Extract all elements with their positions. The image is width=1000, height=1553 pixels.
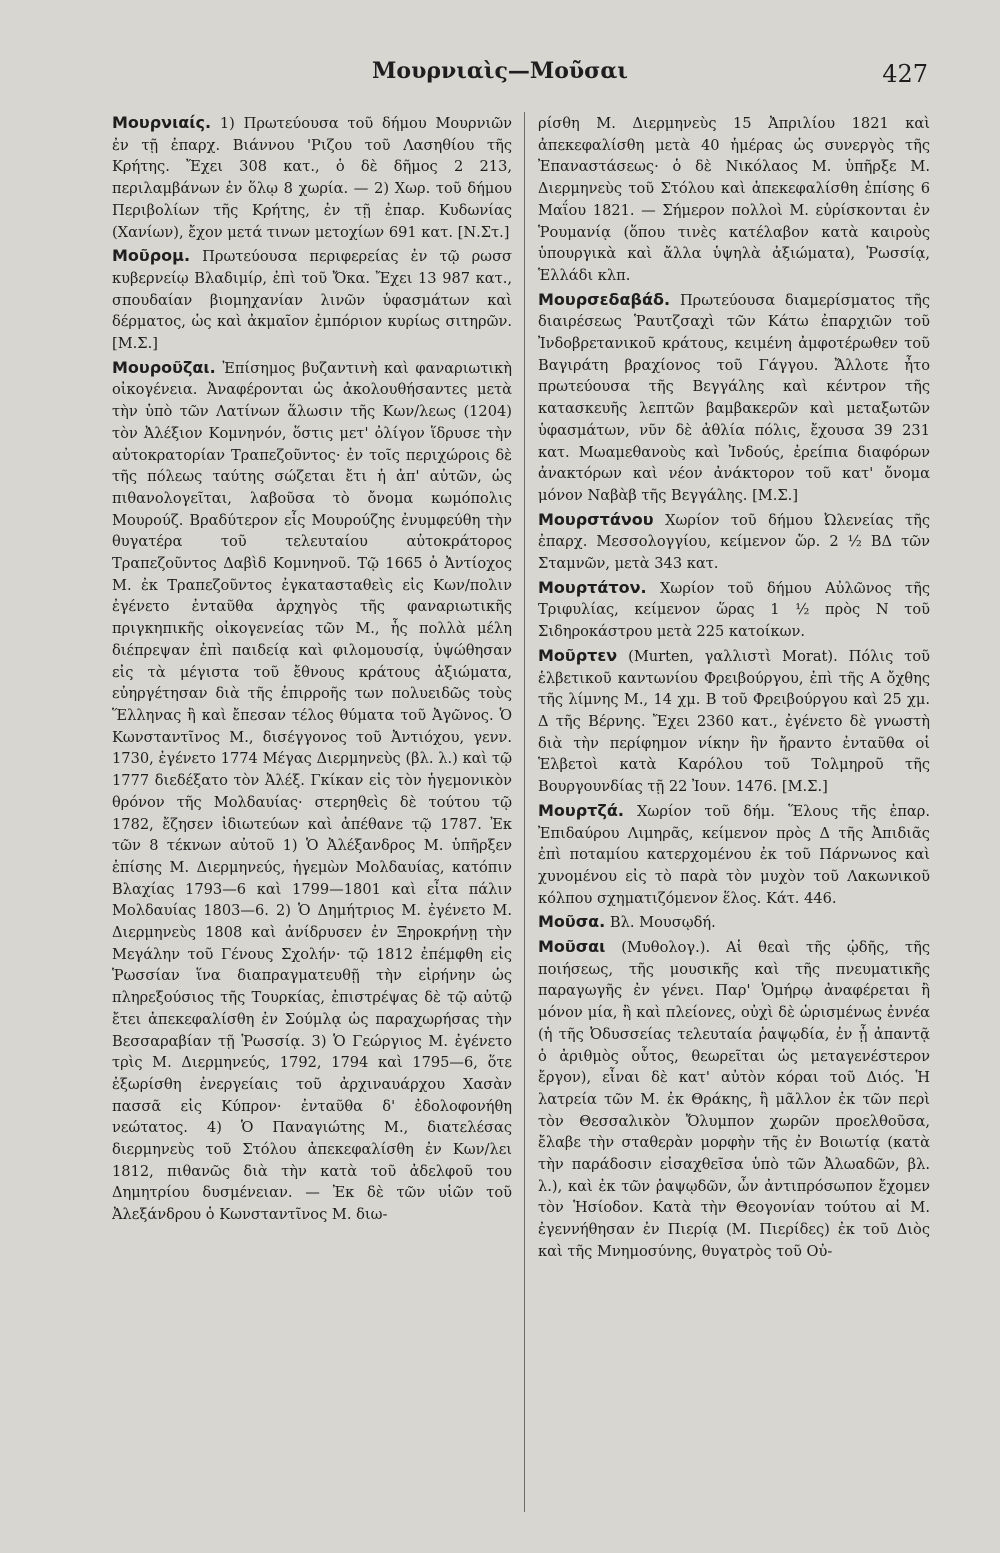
left-column (112, 112, 512, 1532)
page-number: 427 (882, 60, 928, 88)
entry (538, 289, 930, 507)
entry-headword: Μοῦσαι (538, 937, 606, 957)
column-divider (524, 112, 525, 1512)
entry-headword: Μουρτζά. (538, 800, 624, 820)
entry-headword: Μουρνιαίς. (112, 113, 212, 132)
entry-text: Ἐπίσημος βυζαντινὴ καὶ φαναριωτικὴ οἰκογένεια. Ἀναφέρονται ὡς ἀκολουθήσαντες μετὰ τὴν ὑπὸ τῶν Λατίνων ἅλωσιν τῆς Κων/λεως (1204) τὸν Ἀλέξιον Κομνηνόν, ὅστις μετ' ὀλίγον ἵδρυσε τὴν αὐτοκρατορίαν Τραπεζοῦντος· ἐν τοῖς περιχώροις δὲ τῆς πόλεως ταύτης σώζεται ἔτι ἡ ἀπ' αὐτῶν, ὡς πιθανολογεῖται, λαβοῦσα τὸ ὄνομα κωμόπολις Μουρούζ. Βραδύτερον εἷς Μουρούζης ἐνυμφεύθη τὴν θυγατέρα τοῦ τελευταίου αὐτοκράτορος Τραπεζοῦντος Δαβὶδ Κομνηνοῦ. Τῷ 1665 ὁ Ἀντίοχος Μ. ἐκ Τραπεζοῦντος ἐγκατασταθεὶς εἰς Κων/πολιν ἐγένετο ἐνταῦθα ἀρχηγὸς τῆς φαναριωτικῆς πριγκηπικῆς οἰκογενείας τῶν Μ., ἧς πολλὰ μέλη διέπρεψαν ἐπὶ παιδείᾳ καὶ φιλομουσίᾳ, ὑψώθησαν εἰς τὰ μέγιστα τοῦ ἔθνους κράτους ἀξιώματα, εὐηργέτησαν διὰ τῆς ἐπιρροῆς των πολυειδῶς τοὺς Ἕλληνας ἢ καὶ ἔπεσαν τέλος θύματα τοῦ Ἀγῶνος. Ὁ Κωνσταντῖνος Μ., δισέγγονος τοῦ Ἀντιόχου, γενν. 1730, ἐγένετο 1774 Μέγας Διερμηνεὺς (βλ. λ.) καὶ τῷ 1777 διεδέξατο τὸν Ἀλέξ. Γκίκαν εἰς τὸν ἡγεμονικὸν θρόνον τῆς Μολδαυίας· στερηθεὶς δὲ τούτου τῷ 1782, ἔζησεν ἰδιωτεύων καὶ ἀπέθανε τῷ 1787. Ἐκ τῶν 8 τέκνων αὐτοῦ 1) Ὁ Ἀλέξανδρος Μ. ὑπῆρξεν ἐπίσης Μ. Διερμηνεύς, ἡγεμὼν Μολδαυίας, κατόπιν Βλαχίας 1793—6 καὶ 1799—1801 καὶ εἶτα πάλιν Μολδαυίας 1803—6. 2) Ὁ Δημήτριος Μ. ἐγένετο Μ. Διερμηνεὺς 1808 καὶ ἀνίδρυσεν ἐν Ξηροκρήνῃ τὴν Μεγάλην τοῦ Γένους Σχολήν· τῷ 1812 ἐπέμφθη εἰς Ῥωσσίαν ἵνα διαπραγματευθῇ τὴν εἰρήνην ὡς πληρεξούσιος τῆς Τουρκίας, ἐπιστρέψας δὲ τῷ αὐτῷ ἔτει ἀπεκεφαλίσθη ἐν Σούμλᾳ ὡς παραχωρήσας τὴν Βεσσαραβίαν τῇ Ῥωσσίᾳ. 3) Ὁ Γεώργιος Μ. ἐγένετο τρὶς Μ. Διερμηνεύς, 1792, 1794 καὶ 1795—6, ὅτε ἐξωρίσθη ἐνεργείαις τοῦ ἀρχιναυάρχου Χασὰν πασσᾶ εἰς Κύπρον· ἐνταῦθα δ' ἐδολοφονήθη νεώτατος. 4) Ὁ Παναγιώτης Μ., διατελέσας διερμηνεὺς τοῦ Στόλου ἀπεκεφαλίσθη ἐν Κων/λει 1812, πιθανῶς διὰ τὴν κατὰ τοῦ ἀδελφοῦ του Δημητρίου δυσμένειαν. — Ἐκ δὲ τῶν υἱῶν τοῦ Ἀλεξάνδρου ὁ Κωνσταντῖνος Μ. διω- (112, 359, 512, 1224)
entry (538, 936, 930, 1263)
entry-headword: Μουρσεδαβάδ. (538, 289, 671, 309)
entry-text: Βλ. Μουσῳδή. (605, 914, 716, 932)
entry-text: (Murten, γαλλιστὶ Morat). Πόλις τοῦ ἑλβετικοῦ καντωνίου Φρειβούργου, ἐπὶ τῆς Α ὄχθης τῆς λίμνης Μ., 14 χμ. Β τοῦ Φρειβούργου καὶ 25 χμ. Δ τῆς Βέρνης. Ἔχει 2360 κατ., ἐγένετο δὲ γνωστὴ διὰ τὴν περίφημον νίκην ἣν ἤραντο ἐνταῦθα οἱ Ἑλβετοὶ κατὰ Καρόλου τοῦ Τολμηροῦ τῆς Βουργουνδίας τῇ 22 Ἰουν. 1476. [Μ.Σ.] (538, 647, 930, 796)
entry-text: Πρωτεύουσα περιφερείας ἐν τῷ ρωσσ κυβερνείῳ Βλαδιμίρ, ἐπὶ τοῦ Ὄκα. Ἔχει 13 987 κατ., σπουδαίαν βιομηχανίαν λινῶν ὑφασμάτων καὶ δέρματος, ὡς καὶ ἀκμαῖον ἐμπόριον κυρίως σιτηρῶν. [Μ.Σ.] (112, 248, 512, 353)
entry-text: 1) Πρωτεύουσα τοῦ δήμου Μουρνιῶν ἐν τῇ ἐπαρχ. Βιάννου 'Ριζου τοῦ Λασηθίου τῆς Κρήτης. Ἔχει 308 κατ., ὁ δὲ δῆμος 2 213, περιλαμβάνων ἐν ὅλῳ 8 χωρία. — 2) Χωρ. τοῦ δήμου Περιβολίων τῆς Κρήτης, ἐν τῇ ἐπαρ. Κυδωνίας (Χανίων), ἔχον μετά τινων μετοχίων 691 κατ. [Ν.Στ.] (112, 115, 512, 241)
entry (538, 911, 930, 934)
entry-text: Χωρίον τοῦ δήμ. Ἕλους τῆς ἐπαρ. Ἐπιδαύρου Λιμηρᾶς, κείμενον πρὸς Δ τῆς Ἀπιδιᾶς ἐπὶ ποταμίου κατερχομένου ἐκ τοῦ Πάρνωνος καὶ χυνομένου εἰς τὸ παρὰ τὸν μυχὸν τοῦ Λακωνικοῦ κόλπου σχηματιζόμενον ἕλος. Κάτ. 446. (538, 802, 930, 907)
entry (538, 577, 930, 643)
entry (538, 112, 930, 287)
entry (538, 645, 930, 798)
entry (112, 245, 512, 355)
entry (538, 800, 930, 910)
entry (538, 509, 930, 575)
entry-text: Πρωτεύουσα διαμερίσματος τῆς διαιρέσεως Ῥαυτζσαχὶ τῶν Κάτω ἐπαρχιῶν τοῦ Ἰνδοβρετανικοῦ κράτους, κειμένη ἀμφοτέρωθεν τοῦ Βαγιράτη βραχίονος τοῦ Γάγγου. Ἄλλοτε ἦτο πρωτεύουσα τῆς Βεγγάλης καὶ κέντρον τῆς κατασκευῆς λεπτῶν βαμβακερῶν καὶ μεταξωτῶν ὑφασμάτων, νῦν δὲ ἀθλία πόλις, ἔχουσα 39 231 κατ. Μωαμεθανοὺς καὶ Ἰνδούς, ἐρείπια διαφόρων ἀνακτόρων καὶ νέον ἀνάκτορον τοῦ κατ' ὄνομα μόνον Ναβὰβ τῆς Βεγγάλης. [Μ.Σ.] (538, 291, 930, 504)
entry-headword: Μουροῦζαι. (112, 357, 216, 377)
right-column (538, 112, 930, 1532)
entry (112, 112, 512, 243)
entry (112, 357, 512, 1226)
running-header: Μουρνιαὶς—Μοῦσαι (372, 58, 628, 84)
entry-headword: Μοῦρτεν (538, 645, 618, 665)
entry-text: Χωρίον τοῦ δήμου Αὐλῶνος τῆς Τριφυλίας, κείμενον ὥρας 1 ½ πρὸς Ν τοῦ Σιδηροκάστρου μετὰ 225 κατοίκων. (538, 579, 930, 641)
entry-text: ρίσθη Μ. Διερμηνεὺς 15 Ἀπριλίου 1821 καὶ ἀπεκεφαλίσθη μετὰ 40 ἡμέρας ὡς συνεργὸς τῆς Ἐπαναστάσεως· ὁ δὲ Νικόλαος Μ. ὑπῆρξε Μ. Διερμηνεὺς τοῦ Στόλου καὶ ἀπεκεφαλίσθη ἐπίσης 6 Μαΐου 1821. — Σήμερον πολλοὶ Μ. εὑρίσκονται ἐν Ῥουμανίᾳ (ὅπου τινὲς κατέλαβον κατὰ καιροὺς ὑπουργικὰ καὶ ἄλλα ὑψηλὰ ἀξιώματα), Ῥωσσίᾳ, Ἑλλάδι κλπ. (538, 115, 930, 284)
entry-text: Χωρίον τοῦ δήμου Ὠλενείας τῆς ἐπαρχ. Μεσσολογγίου, κείμενον ὥρ. 2 ½ ΒΔ τῶν Σταμνῶν, μετὰ 343 κατ. (538, 511, 930, 573)
entry-headword: Μοῦσα. (538, 912, 606, 932)
entry-headword: Μουρστάνου (538, 509, 654, 529)
entry-headword: Μουρτάτον. (538, 577, 647, 597)
entry-text: (Μυθολογ.). Αἱ θεαὶ τῆς ᾠδῆς, τῆς ποιήσεως, τῆς μουσικῆς καὶ τῆς πνευματικῆς παραγωγῆς ἐν γένει. Παρ' Ὁμήρῳ ἀναφέρεται ἢ μόνον μία, ἢ καὶ πλείονες, οὐχὶ δὲ ὡρισμένως ἐννέα (ἡ τῆς Ὀδυσσείας τελευταία ῥαψῳδία, ἐν ᾗ ἀπαντᾷ ὁ ἀριθμὸς οὗτος, θεωρεῖται ὡς μεταγενέστερον ἔργον), εἶναι δὲ κατ' αὐτὸν κόραι τοῦ Διός. Ἡ λατρεία τῶν Μ. ἐκ Θράκης, ἢ μᾶλλον ἐκ τῶν περὶ τὸν Θεσσαλικὸν Ὄλυμπον χωρῶν προελθοῦσα, ἔλαβε τὴν σταθερὰν μορφὴν τῆς ἐν Βοιωτίᾳ (κατὰ τὴν παράδοσιν εἰσαχθεῖσα ὑπὸ τῶν Ἀλωαδῶν, βλ. λ.), καὶ ἐκ τῶν ῥαψῳδῶν, ὧν ἀντιπρόσωπον ἔχομεν τὸν Ἡσίοδον. Κατὰ τὴν Θεογονίαν τούτου αἱ Μ. ἐγεννήθησαν ἐν Πιερίᾳ (Μ. Πιερίδες) ἐκ τοῦ Διὸς καὶ τῆς Μνημοσύνης, θυγατρὸς τοῦ Οὐ- (538, 939, 930, 1260)
entry-headword: Μοῦρομ. (112, 246, 191, 266)
